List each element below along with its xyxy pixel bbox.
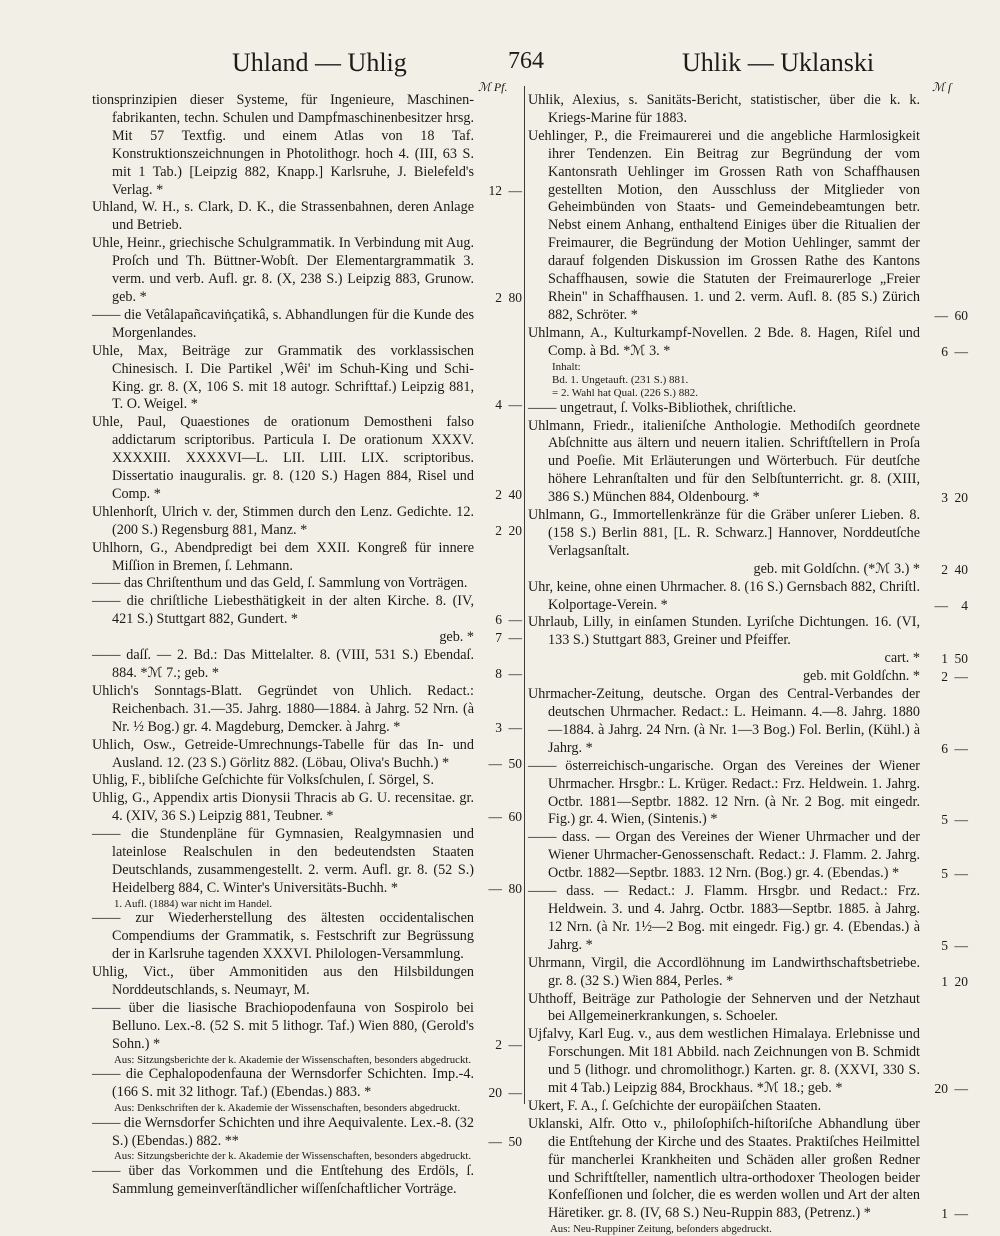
entry-text: —— über die liasische Brachiopodenfauna von Sospirolo bei Belluno. Lex.-8. (52 S. mit 5 lithogr. Taf.) Wien 880, (Gerold's Sohn.) * <box>92 999 474 1052</box>
entry-price <box>474 755 522 773</box>
price-pfennig: 50 <box>508 755 522 771</box>
right-column <box>528 92 968 1236</box>
price-pfennig: — <box>954 866 968 882</box>
catalog-entry <box>528 561 968 579</box>
price-pfennig: — <box>508 1085 522 1101</box>
entry-text: Uhlmann, G., Immortellenkränze für die Gräber unſerer Lieben. 8. (158 S.) Berlin 881, [L. R. Schwarz.] Hannover, Norddeutſche Verlagsanſtalt. <box>528 507 920 559</box>
entry-text: Uhle, Heinr., griechische Schulgrammatik. In Verbindung mit Aug. Proſch und Th. Büttner-Wobſt. Der Elementargrammatik 3. verm. und verb. Aufl. gr. 8. (X, 238 S.) Leipzig 883, Grunow. geb. * <box>92 235 474 305</box>
price-pfennig: — <box>954 669 968 685</box>
price-mark: 2 <box>495 1036 502 1052</box>
entry-text: Uhlich, Osw., Getreide-Umrechnungs-Tabelle für das In- und Ausland. 12. (23 S.) Görlitz 882. (Löbau, Oliva's Buchh.) * <box>92 736 474 771</box>
entry-text: —— das Chriſtenthum und das Geld, ſ. Sammlung von Vorträgen. <box>92 575 468 592</box>
price-mark: — <box>488 1133 502 1149</box>
entry-note: Aus: Neu-Ruppiner Zeitung, beſonders abgedruckt. <box>550 1223 772 1236</box>
entry-text: Uhlig, G., Appendix artis Dionysii Thracis ab G. U. recensitae. gr. 4. (XIV, 36 S.) Leipzig 881, Teubner. * <box>92 790 474 825</box>
entry-price <box>920 343 968 361</box>
page-header <box>92 48 962 88</box>
catalog-entry <box>528 400 968 418</box>
entry-text: Ujfalvy, Karl Eug. v., aus dem westlichen Himalaya. Erlebnisse und Forschungen. Mit 181 Abbild. nach Zeichnungen von B. Schmidt und 5 (lithogr. und chromolithogr.) Karten. gr. 8. (XXVI, 330 S. mit 4 Tab.) Leipzig 884, Brockhaus. *ℳ 18.; geb. * <box>528 1026 920 1097</box>
price-pfennig: 20 <box>954 973 968 989</box>
price-mark: 2 <box>941 669 948 685</box>
price-mark: 7 <box>495 630 502 646</box>
entry-text: Uhrlaub, Lilly, in einſamen Stunden. Lyriſche Dichtungen. 16. (VI, 133 S.) Stuttgart 883, Greiner und Pfeiffer. <box>528 614 920 649</box>
entry-price <box>920 1205 968 1223</box>
entry-text: Uhthoff, Beiträge zur Pathologie der Sehnerven und der Netzhaut bei Allgemeinerkrankungen, s. Schoeler. <box>528 990 920 1025</box>
entry-note: Aus: Denkschriften der k. Akademie der Wissenschaften, besonders abgedruckt. <box>114 1102 461 1115</box>
entry-text: —— die Stundenpläne für Gymnasien, Realgymnasien und lateinlose Realschulen in den bedeutendsten Staaten Deutschlands, zusammengestellt. 2. verm. Aufl. gr. 8. (52 S.) Heidelberg 884, C. Winter's Universitäts-Buchh. * <box>92 826 474 896</box>
entry-text: Ukert, F. A., ſ. Geſchichte der europäiſchen Staaten. <box>528 1097 822 1114</box>
catalog-entry <box>528 418 968 508</box>
column-divider <box>524 86 525 1104</box>
entry-price <box>474 289 522 307</box>
entry-text: —— österreichisch-ungarische. Organ des Vereines der Wiener Uhrmacher. Hrsgbr.: L. Krüger. Redact.: Frz. Heldwein. 1. Jahrg. Octbr. 1881—Septbr. 1882. 12 Nrn. (à Nr. 2 Bog. mit eingedr. Fig.) gr. 4. Wien, (Sintenis.) * <box>528 757 920 828</box>
price-pfennig: 60 <box>508 809 522 825</box>
price-pfennig: 60 <box>954 307 968 323</box>
entry-text: —— dass. — Organ des Vereines der Wiener Uhrmacher und der Wiener Uhrmacher-Genossenschaft. Redact.: J. Flamm. 2. Jahrg. Octbr. 1882—Septbr. 1883. 12 Nrn. (Bog.) gr. 4. (Ebendas.) * <box>528 829 920 882</box>
price-mark: — <box>934 597 948 613</box>
entry-price <box>474 629 522 647</box>
entry-text: Uhlig, Vict., über Ammonitiden aus den Hilsbildungen Norddeutschlands, s. Neumayr, M. <box>92 964 474 998</box>
catalog-entry <box>528 1026 968 1098</box>
catalog-entry <box>92 307 522 343</box>
entry-text: —— daſſ. — 2. Bd.: Das Mittelalter. 8. (VIII, 531 S.) Ebendaſ. 884. *ℳ 7.; geb. * <box>92 647 474 681</box>
price-pfennig: — <box>508 630 522 646</box>
price-mark: 2 <box>495 486 502 502</box>
price-pfennig: 40 <box>508 486 522 502</box>
price-mark: 5 <box>941 812 948 828</box>
catalog-entry <box>528 1116 968 1223</box>
catalog-entry <box>528 614 968 650</box>
catalog-entry <box>92 1115 522 1151</box>
entry-contents-line: Bd. 1. Ungetauft. (231 S.) 881. <box>552 373 689 386</box>
price-mark: 2 <box>941 561 948 577</box>
price-mark: 12 <box>488 182 502 198</box>
catalog-entry <box>92 772 522 790</box>
entry-text: —— die Vetâlapañcaviṅçatikâ, s. Abhandlungen für die Kunde des Morgenlandes. <box>92 306 474 341</box>
entry-contents-line: = 2. Wahl hat Qual. (226 S.) 882. <box>552 386 698 399</box>
price-mark: 6 <box>941 343 948 359</box>
price-mark: 3 <box>495 719 502 735</box>
catalog-entry <box>92 629 522 647</box>
price-mark: 3 <box>941 490 948 506</box>
price-mark: 2 <box>495 289 502 305</box>
price-pfennig: 80 <box>508 289 522 305</box>
catalog-entry <box>528 686 968 758</box>
price-mark: 1 <box>941 1206 948 1222</box>
price-pfennig: — <box>954 343 968 359</box>
entry-price <box>474 486 522 504</box>
price-pfennig: — <box>508 666 522 681</box>
price-mark: — <box>488 755 502 771</box>
entry-note: Aus: Sitzungsberichte der k. Akademie der Wissenschaften, besonders abgedruckt. <box>114 1150 472 1163</box>
catalog-entry <box>92 683 522 737</box>
catalog-entry <box>528 1098 968 1116</box>
entry-text: Uhle, Paul, Quaestiones de orationum Demostheni falso addictarum scriptoribus. Particula I. De orationum XXXV. XXXXIII. XXXXVI—L. LII. LIII. LIX. scriptoribus. Dissertatio inauguralis. gr. 8. (120 S.) Hagen 884, Risel und Comp. * <box>92 414 474 502</box>
entry-text: Uklanski, Alfr. Otto v., philoſophiſch-hiſtoriſche Abhandlung über die Entſtehung der Kirche und des Staates. Praktiſches Heilmittel für mancherlei Krankheiten und Schäden aller großen Redner und Schriftſteller, namentlich ultra-orthodoxer Theologen beider Konfeſſionen und ſolcher, die es werden wollen und Art der alten Häretiker. gr. 8. (IV, 68 S.) Neu-Ruppin 883, (Petrenz.) * <box>528 1115 920 1222</box>
price-pfennig: 20 <box>954 490 968 506</box>
price-mark: 20 <box>934 1081 948 1097</box>
price-pfennig: — <box>508 719 522 735</box>
catalog-entry <box>92 737 522 773</box>
entry-text: —— die Cephalopodenfauna der Wernsdorfer Schichten. Imp.-4. (166 S. mit 32 lithogr. Taf.) (Ebendas.) 883. * <box>92 1066 474 1101</box>
price-pfennig: 20 <box>508 522 522 538</box>
entry-contents-line: Inhalt: <box>552 360 581 373</box>
catalog-entry <box>92 92 522 199</box>
entry-text: Uehlinger, P., die Freimaurerei und die angebliche Harmlosigkeit ihrer Tendenzen. Ein Beitrag zur Begründung der vom Kantonsrath Uehlinger im Grossen Rath von Schaffhausen gestellten Motion, den Ausschluss der Mitglieder von Geheimbünden von Staats- und Gemeindebeamtungen betr. Nebst einem Anhang, enthaltend Einiges über die Ritualien der Freimaurer, die Begründung der Motion Uehlinger, sammt der darauf folgenden Diskussion im Grossen Rathe des Kantons Schaffhausen, sowie die Statuten der Freimaurerloge „Freier Rhein" in Schaffhausen. 1. und 2. verm. Aufl. 8. (85 S.) Zürich 882, Schröter. * <box>528 127 920 323</box>
entry-price <box>474 1133 522 1151</box>
catalog-entry <box>528 829 968 883</box>
catalog-entry <box>92 826 522 898</box>
catalog-entry <box>92 910 522 964</box>
entry-text: —— über das Vorkommen und die Entſtehung des Erdöls, ſ. Sammlung gemeinverſtändlicher wiſſenſchaftlicher Vorträge. <box>92 1163 474 1197</box>
price-pfennig: — <box>954 937 968 953</box>
header-right-title: Uhlik — Uklanski <box>682 48 875 77</box>
price-column-header-right: ℳ ſ <box>932 80 952 94</box>
catalog-entry <box>528 128 968 325</box>
entry-price <box>474 182 522 200</box>
entry-text: —— zur Wiederherstellung des ältesten occidentalischen Compendiums der Grammatik, s. Festschrift zur Begrüssung der in Karlsruhe tagenden XXXVI. Philologen-Versammlung. <box>92 910 474 963</box>
catalog-entry <box>528 883 968 955</box>
catalog-entry <box>92 1000 522 1054</box>
price-pfennig: — <box>954 1206 968 1222</box>
entry-text: —— die Wernsdorfer Schichten und ihre Aequivalente. Lex.-8. (32 S.) (Ebendas.) 882. ** <box>92 1114 474 1149</box>
entry-text: tionsprinzipien dieser Systeme, für Ingenieure, Maschinen-fabrikanten, techn. Schulen und Dampfmaschinenbesitzer hrsg. Mit 57 Textfig. und einem Atlas von 18 Taf. Konstruktionszeichnungen in Photolithogr. hoch 4. (III, 63 S. mit 1 Tab.) [Leipzig 882, Knapp.] Karlsruhe, J. Bielefeld's Verlag. * <box>92 92 474 198</box>
entry-text: cart. * <box>884 650 920 667</box>
price-pfennig: 4 <box>961 597 968 613</box>
entry-price <box>920 937 968 955</box>
entry-text: —— die chriſtliche Liebesthätigkeit in der alten Kirche. 8. (IV, 421 S.) Stuttgart 882, Gundert. * <box>92 593 474 628</box>
catalog-entry <box>92 964 522 1000</box>
entry-price <box>474 1084 522 1102</box>
entry-text: geb. mit Goldſchn. (*ℳ 3.) * <box>753 560 920 577</box>
price-pfennig: — <box>508 612 522 628</box>
price-pfennig: — <box>954 1081 968 1097</box>
price-mark: 1 <box>941 973 948 989</box>
entry-price <box>920 668 968 686</box>
entry-text: Uhlik, Alexius, s. Sanitäts-Bericht, statistischer, über die k. k. Kriegs-Marine für 1883. <box>528 92 920 126</box>
price-mark: 1 <box>941 651 948 667</box>
catalog-entry <box>92 593 522 629</box>
catalog-entry <box>528 991 968 1027</box>
catalog-entry <box>92 343 522 415</box>
entry-text: Uhrmann, Virgil, die Accordlöhnung im Landwirthschaftsbetriebe. gr. 8. (32 S.) Wien 884, Perles. * <box>528 954 920 989</box>
catalog-entry <box>92 1163 522 1199</box>
entry-price <box>920 1080 968 1098</box>
catalog-entry <box>528 758 968 830</box>
price-column-header-left: ℳ Pf. <box>478 80 508 94</box>
entry-price <box>474 665 522 683</box>
entry-text: Uhr, keine, ohne einen Uhrmacher. 8. (16 S.) Gernsbach 882, Chriſtl. Kolportage-Verein. * <box>528 578 920 613</box>
price-mark: 6 <box>495 612 502 628</box>
price-mark: 2 <box>495 522 502 538</box>
page-number: 764 <box>508 48 544 74</box>
price-pfennig: — <box>508 397 522 413</box>
price-pfennig: 50 <box>954 651 968 667</box>
catalog-entry <box>92 199 522 235</box>
entry-text: geb. mit Goldſchn. * <box>802 668 920 685</box>
catalog-entry <box>528 507 968 561</box>
catalog-entry <box>92 647 522 683</box>
entry-price <box>474 719 522 737</box>
price-mark: 6 <box>941 740 948 756</box>
price-pfennig: 40 <box>954 561 968 577</box>
entry-text: Uhlig, F., bibliſche Geſchichte für Volksſchulen, ſ. Sörgel, S. <box>92 772 435 789</box>
entry-price <box>920 597 968 615</box>
price-mark: — <box>488 809 502 825</box>
entry-price <box>474 522 522 540</box>
catalog-entry <box>92 540 522 576</box>
price-pfennig: — <box>508 1036 522 1052</box>
entry-text: —— dass. — Redact.: J. Flamm. Hrsgbr. und Redact.: Frz. Heldwein. 3. und 4. Jahrg. Octbr. 1883—Septbr. 1885. à Jahrg. 12 Nrn. (à Nr. 1½—2 Bog. mit eingedr. Fig.) gr. 4. (Ebendas.) à Jahrg. * <box>528 883 920 953</box>
entry-price <box>920 811 968 829</box>
catalog-entry <box>92 504 522 540</box>
entry-text: —— ungetraut, ſ. Volks-Bibliothek, chriſtliche. <box>528 399 797 416</box>
catalog-entry <box>528 650 968 668</box>
entry-text: Uhland, W. H., s. Clark, D. K., die Strassenbahnen, deren Anlage und Betrieb. <box>92 199 474 234</box>
catalog-entry <box>528 92 968 128</box>
price-mark: — <box>488 880 502 896</box>
entry-note: Aus: Sitzungsberichte der k. Akademie der Wissenschaften, besonders abgedruckt. <box>114 1053 472 1066</box>
entry-text: Uhlmann, A., Kulturkampf-Novellen. 2 Bde. 8. Hagen, Riſel und Comp. à Bd. *ℳ 3. * <box>528 324 920 359</box>
entry-price <box>920 561 968 579</box>
entry-price <box>920 865 968 883</box>
catalog-entry <box>92 414 522 504</box>
entry-text: Uhlenhorſt, Ulrich v. der, Stimmen durch den Lenz. Gedichte. 12. (200 S.) Regensburg 881, Manz. * <box>92 503 474 538</box>
price-mark: 8 <box>495 666 502 681</box>
price-pfennig: — <box>954 740 968 756</box>
entry-text: Uhlhorn, G., Abendpredigt bei dem XXII. Kongreß für innere Miſſion in Bremen, ſ. Lehmann. <box>92 539 474 574</box>
entry-text: Uhrmacher-Zeitung, deutsche. Organ des Central-Verbandes der deutschen Uhrmacher. Redact.: L. Heimann. 4.—8. Jahrg. 1880—1884. à Jahrg. 24 Nrn. (à Nr. 1—3 Bog.) Fol. Berlin, (Kühl.) à Jahrg. * <box>528 686 920 756</box>
catalog-entry <box>92 1066 522 1102</box>
entry-text: geb. * <box>439 629 474 646</box>
price-pfennig: 50 <box>508 1133 522 1149</box>
price-pfennig: — <box>508 182 522 198</box>
entry-text: Uhle, Max, Beiträge zur Grammatik des vorklassischen Chinesisch. I. Die Partikel ‚Wêi' im Schuh-King und Schi-King. gr. 8. (X, 106 S. mit 18 autogr. Schrifttaf.) Leipzig 881, T. O. Weigel. * <box>92 342 474 413</box>
price-mark: 5 <box>941 866 948 882</box>
catalog-entry <box>528 579 968 615</box>
price-pfennig: 80 <box>508 880 522 896</box>
catalog-entry <box>92 575 522 593</box>
catalog-entry <box>528 325 968 361</box>
catalog-entry <box>528 668 968 686</box>
catalog-entry <box>528 955 968 991</box>
price-pfennig: — <box>954 812 968 828</box>
price-mark: 20 <box>488 1085 502 1101</box>
entry-price <box>474 611 522 629</box>
entry-price <box>474 396 522 414</box>
catalog-entry <box>92 235 522 307</box>
entry-price <box>920 973 968 991</box>
catalog-entry <box>92 790 522 826</box>
price-mark: 5 <box>941 937 948 953</box>
entry-price <box>474 808 522 826</box>
entry-note: 1. Aufl. (1884) war nicht im Handel. <box>114 897 273 910</box>
entry-price <box>474 880 522 898</box>
entry-price <box>920 740 968 758</box>
entry-price <box>920 307 968 325</box>
price-mark: 4 <box>495 397 502 413</box>
entry-price <box>920 489 968 507</box>
entry-price <box>920 650 968 668</box>
price-mark: — <box>934 307 948 323</box>
header-left-title: Uhland — Uhlig <box>232 48 407 77</box>
left-column <box>92 92 522 1199</box>
entry-text: Uhlmann, Friedr., italieniſche Anthologie. Methodiſch geordnete Abſchnitte aus ältern und neuern italien. Schriftſtellern in Proſa und Poeſie. Mit Erläuterungen und Wörterbuch. Für deutſche höhere Lehranſtalten und für den Selbſtunterricht. gr. 8. (XIII, 386 S.) München 884, Oldenbourg. * <box>528 417 920 506</box>
entry-text: Uhlich's Sonntags-Blatt. Gegründet von Uhlich. Redact.: Reichenbach. 31.—35. Jahrg. 1880—1884. à Jahrg. 52 Nrn. (à Nr. ½ Bog.) gr. 4. Magdeburg, Demcker. à Jahrg. * <box>92 682 474 735</box>
entry-price <box>474 1036 522 1054</box>
